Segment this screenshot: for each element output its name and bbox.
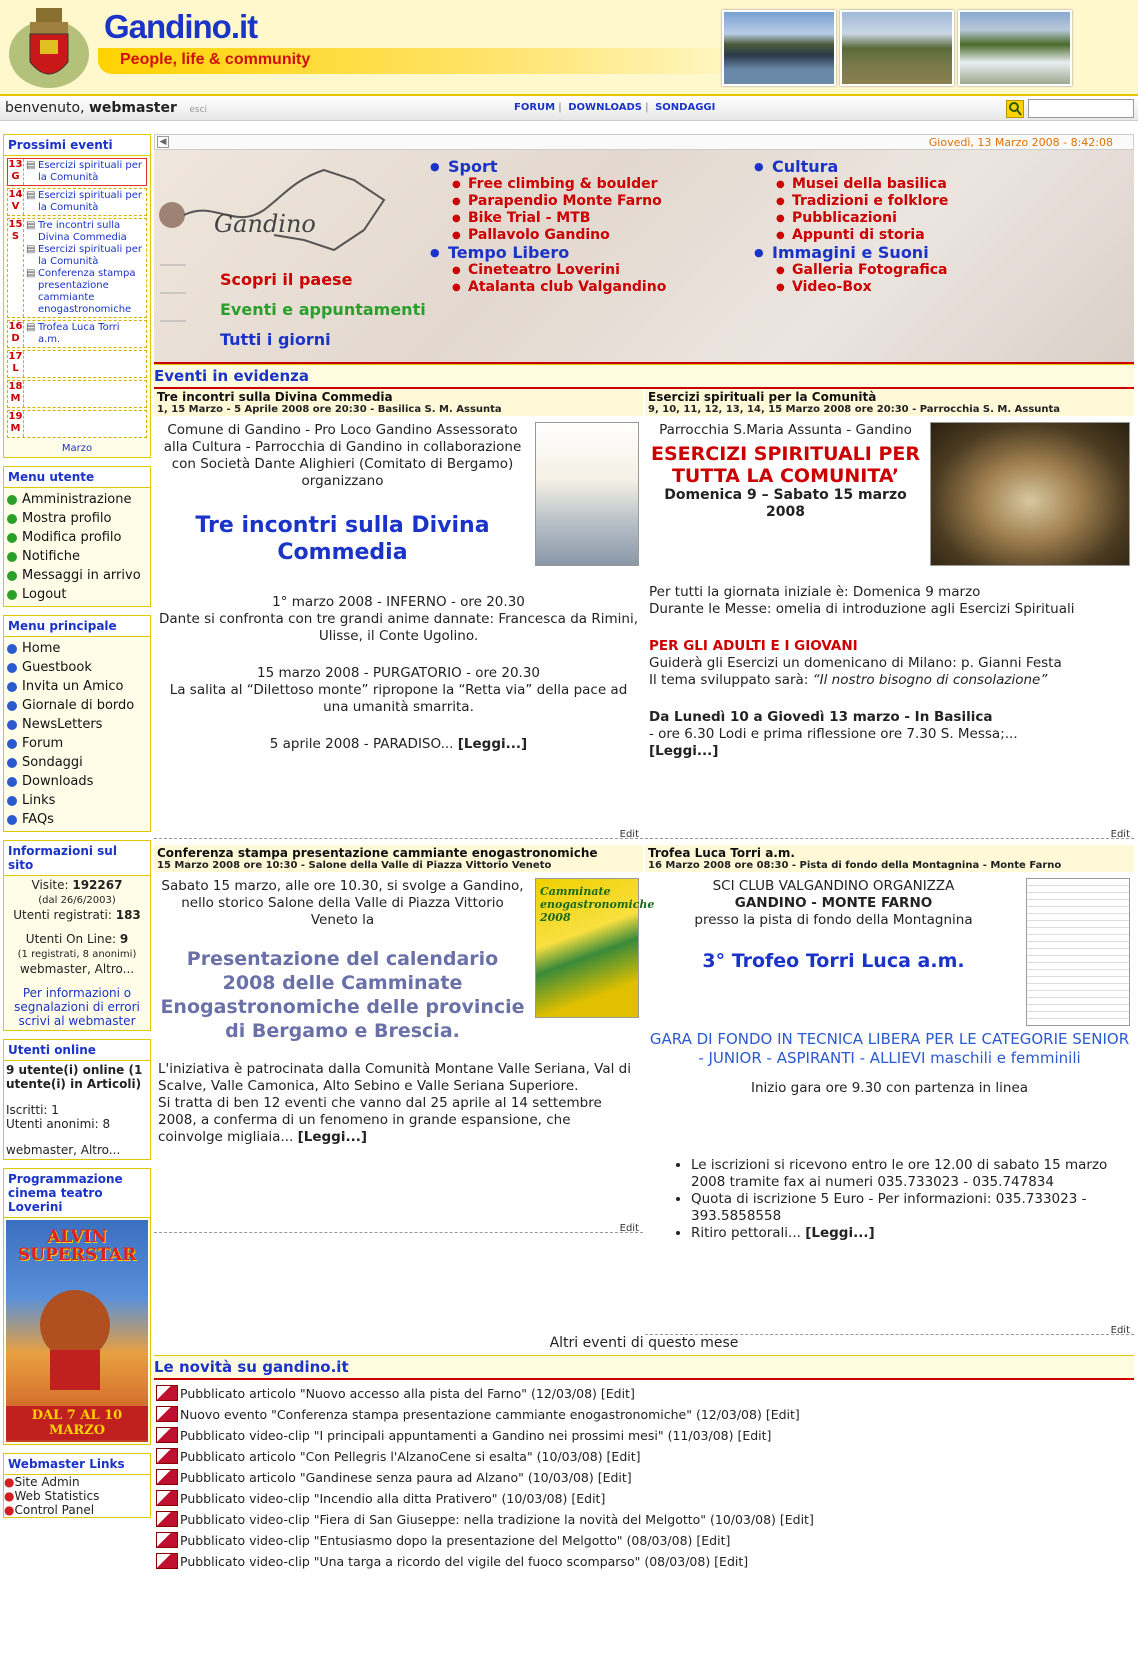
event-headline: 3° Trofeo Torri Luca a.m.: [702, 950, 965, 972]
site-admin-link[interactable]: [4, 1475, 150, 1489]
event-text: - ore 6.30 Lodi e prima riflessione ore 7.30 S. Messa;...: [649, 726, 1018, 742]
control-panel-link[interactable]: [4, 1503, 150, 1517]
event-text: presso la pista di fondo della Montagnina: [694, 912, 973, 928]
eventi-link[interactable]: Eventi e appuntamenti: [220, 300, 426, 319]
event-date: 1, 15 Marzo - 5 Aprile 2008 ore 20:30 - Basilica S. M. Assunta: [157, 404, 502, 415]
event-poster-divina-commedia[interactable]: [535, 422, 639, 566]
menu-item-mostra-profilo[interactable]: Mostra profilo: [4, 509, 150, 528]
events-grid: [154, 389, 1134, 1341]
menu-item-modifica-profilo[interactable]: Modifica profilo: [4, 528, 150, 547]
town-crest-logo[interactable]: [6, 4, 92, 92]
calendar-event[interactable]: ▤ Trofea Luca Torri a.m.: [26, 322, 144, 346]
link-video-box[interactable]: ● Video-Box: [754, 279, 948, 296]
day-label: 17 L: [8, 351, 24, 377]
link-galleria[interactable]: ● Galleria Fotografica: [754, 262, 948, 279]
calendar-day[interactable]: [7, 350, 147, 378]
news-item[interactable]: Nuovo evento "Conferenza stampa presentazione cammiante enogastronomiche" (12/03/08) [Edit]: [154, 1404, 1134, 1425]
link-free-climbing[interactable]: ● Free climbing & boulder: [430, 176, 666, 193]
event-text: Per tutti la giornata iniziale è: Domenica 9 marzo: [649, 584, 981, 600]
hero-col-cultura: [754, 158, 948, 296]
edit-link[interactable]: Edit: [1110, 1325, 1130, 1336]
calendar-day[interactable]: [7, 218, 147, 318]
day-label: 19 M: [8, 411, 24, 437]
welcome-label: benvenuto,: [5, 100, 85, 116]
username: webmaster: [88, 100, 177, 116]
site-info-title: Informazioni sul sito: [4, 841, 150, 876]
news-item[interactable]: Pubblicato video-clip "Entusiasmo dopo la presentazione del Melgotto" (08/03/08) [Edit]: [154, 1530, 1134, 1551]
menu-item-amministrazione[interactable]: Amministrazione: [4, 490, 150, 509]
events-section-title: Eventi in evidenza: [154, 364, 1134, 389]
sondaggi-link[interactable]: SONDAGGI: [655, 102, 716, 113]
hero-decoration: [160, 264, 186, 344]
event-subheading: Da Lunedì 10 a Giovedì 13 marzo - In Basilica: [649, 709, 993, 725]
site-subtitle-bar: [98, 48, 758, 74]
event-bullet: • Quota di iscrizione 5 Euro - Per informazioni: 035.733023 - 393.5858558: [691, 1191, 1130, 1225]
cat-immagini-suoni[interactable]: ● Immagini e Suoni: [754, 244, 948, 262]
calendar-event[interactable]: ▤ Tre incontri sulla Divina Commedia: [26, 220, 144, 244]
left-sidebar: [3, 134, 151, 1526]
news-item[interactable]: Pubblicato articolo "Nuovo accesso alla pista del Farno" (12/03/08) [Edit]: [154, 1383, 1134, 1404]
event-headline: Tre incontri sulla Divina Commedia: [195, 513, 490, 565]
event-header[interactable]: [645, 845, 1134, 872]
day-label: 13 G: [8, 159, 24, 185]
menu-item-notifiche[interactable]: Notifiche: [4, 547, 150, 566]
cinema-box: [3, 1168, 151, 1445]
collapse-left-icon[interactable]: ◀: [157, 136, 169, 148]
day-label: 15 S: [8, 219, 24, 317]
users-anonymous: Utenti anonimi: 8: [6, 1117, 111, 1131]
day-label: 16 D: [8, 321, 24, 347]
event-bullet: Ritiro pettorali...: [691, 1225, 801, 1241]
event-text: “Il nostro bisogno di consolazione”: [812, 672, 1048, 688]
menu-item-messaggi[interactable]: Messaggi in arrivo: [4, 566, 150, 585]
event-text: GANDINO - MONTE FARNO: [734, 895, 933, 911]
edit-link[interactable]: Edit: [619, 829, 639, 840]
date-bar: [154, 134, 1134, 150]
bullet-icon: ●: [4, 1475, 15, 1489]
header-photo-lake: [722, 10, 836, 86]
event-header[interactable]: [154, 389, 643, 416]
event-card: [645, 389, 1134, 839]
calendar-event[interactable]: ▤ Esercizi spirituali per la Comunità: [26, 160, 144, 184]
visits-count: 192267: [72, 878, 123, 892]
menu-item-guestbook[interactable]: Guestbook: [4, 658, 150, 677]
event-poster-trofeo[interactable]: [1026, 878, 1130, 1026]
events-column-right: [645, 389, 1134, 1341]
event-card: [154, 389, 643, 839]
bullet-icon: ●: [4, 1489, 15, 1503]
menu-item-downloads[interactable]: Downloads: [4, 772, 150, 791]
users-online-title: Utenti online: [4, 1040, 150, 1061]
search-input[interactable]: [1028, 99, 1134, 118]
cat-tempo-libero[interactable]: ● Tempo Libero: [430, 244, 666, 262]
calendar-day[interactable]: [7, 380, 147, 408]
event-headline: Presentazione del calendario 2008 delle Camminate Enogastronomiche delle provincie di Bergamo e Brescia.: [160, 948, 525, 1042]
welcome-text: [5, 100, 207, 116]
logout-link[interactable]: esci: [189, 105, 208, 115]
event-poster-camminate[interactable]: [535, 878, 655, 1018]
event-text: SCI CLUB VALGANDINO ORGANIZZA: [712, 878, 955, 894]
menu-item-logout[interactable]: Logout: [4, 585, 150, 604]
event-text: L'iniziativa è patrocinata dalla Comunità Montane Valle Seriana, Val di Scalve, Valle Camonica, Alto Sebino e Valle Seriana Superiore.: [158, 1061, 631, 1094]
event-bullet: • Le iscrizioni si ricevono entro le ore 12.00 di sabato 15 marzo 2008 tramite fax ai numeri 035.733023 - 035.747834: [691, 1157, 1130, 1191]
hero-banner: [154, 150, 1134, 364]
link-parapendio[interactable]: ● Parapendio Monte Farno: [430, 193, 666, 210]
link-pallavolo[interactable]: ● Pallavolo Gandino: [430, 227, 666, 244]
calendar-day[interactable]: [7, 188, 147, 216]
read-more-link[interactable]: [Leggi...]: [649, 743, 719, 759]
link-musei[interactable]: ● Musei della basilica: [754, 176, 948, 193]
day-label: 14 V: [8, 189, 24, 215]
calendar-title: Prossimi eventi: [4, 135, 150, 156]
event-intro: Parrocchia S.Maria Assunta - Gandino: [659, 422, 912, 438]
top-navigation-bar: [0, 97, 1138, 121]
users-registered: Iscritti: 1: [6, 1103, 59, 1117]
header-photo-snow: [958, 10, 1072, 86]
menu-item-sondaggi[interactable]: Sondaggi: [4, 753, 150, 772]
hero-col-sport: [430, 158, 666, 296]
poster-caption: Camminate enogastronomiche 2008: [540, 885, 655, 924]
site-subtitle: People, life & community: [120, 51, 311, 68]
cinema-poster[interactable]: [6, 1220, 148, 1442]
users-online-box: [3, 1039, 151, 1160]
menu-item-newsletters[interactable]: NewsLetters: [4, 715, 150, 734]
event-text: 5 aprile 2008 - PARADISO...: [269, 736, 454, 752]
site-title[interactable]: Gandino.it: [104, 8, 258, 45]
menu-item-links[interactable]: Links: [4, 791, 150, 810]
control-panel-label: Control Panel: [14, 1503, 95, 1517]
scopri-il-paese-link[interactable]: Scopri il paese: [220, 270, 353, 289]
visits-label: Visite:: [31, 878, 69, 892]
registered-label: Utenti registrati:: [13, 908, 112, 922]
news-item[interactable]: Pubblicato video-clip "Fiera di San Giuseppe: nella tradizione la novità del Melgotto" (10/03/08) [Edit]: [154, 1509, 1134, 1530]
edit-link[interactable]: Edit: [1110, 829, 1130, 840]
cat-sport[interactable]: ● Sport: [430, 158, 666, 176]
user-menu: [3, 466, 151, 607]
webmaster-links-title: Webmaster Links: [4, 1454, 150, 1475]
event-date: 16 Marzo 2008 ore 08:30 - Pista di fondo della Montagnina - Monte Farno: [648, 860, 1062, 871]
event-intro: Comune di Gandino - Pro Loco Gandino Assessorato alla Cultura - Parrocchia di Gandino in collaborazione con Società Dante Alighieri (Comitato di Bergamo) organizzano: [163, 422, 522, 489]
event-image-open-book[interactable]: [930, 422, 1130, 566]
calendar-day[interactable]: [7, 158, 147, 186]
event-text: Si tratta di ben 12 eventi che vanno dal 25 aprile al 14 settembre 2008, a conferma di un fenomeno in grande espansione, che coinvolge migliaia...: [158, 1095, 602, 1145]
link-pubblicazioni[interactable]: ● Pubblicazioni: [754, 210, 948, 227]
current-date: Giovedì, 13 Marzo 2008 - 8:42:08: [928, 136, 1113, 149]
forum-link[interactable]: FORUM: [514, 102, 556, 113]
event-intro: Sabato 15 marzo, alle ore 10.30, si svolge a Gandino, nello storico Salone della Valle di Piazza Vittorio Veneto la: [161, 878, 524, 928]
webmaster-links-box: [3, 1453, 151, 1518]
calendar-day[interactable]: [7, 320, 147, 348]
menu-item-invita[interactable]: Invita un Amico: [4, 677, 150, 696]
event-text: Inizio gara ore 9.30 con partenza in linea: [750, 1080, 1029, 1096]
users-online-names: webmaster, Altro...: [6, 1143, 121, 1157]
event-text: La salita al “Dilettoso monte” ripropone la “Retta via” della pace ad una umanità smarrita.: [169, 682, 628, 715]
menu-item-faqs[interactable]: FAQs: [4, 810, 150, 829]
event-text: Il tema sviluppato sarà:: [649, 672, 813, 688]
news-item[interactable]: Pubblicato video-clip "Una targa a ricordo del vigile del fuoco scomparso" (08/03/08) [Edit]: [154, 1551, 1134, 1572]
main-menu-title: Menu principale: [4, 616, 150, 637]
header-photo-valley: [840, 10, 954, 86]
link-appunti-storia[interactable]: ● Appunti di storia: [754, 227, 948, 244]
hero-logo-text: Gandino: [214, 210, 316, 238]
site-header: [0, 0, 1138, 96]
online-label: Utenti On Line:: [25, 932, 117, 946]
news-item[interactable]: Pubblicato articolo "Gandinese senza paura ad Alzano" (10/03/08) [Edit]: [154, 1467, 1134, 1488]
registered-count: 183: [115, 908, 141, 922]
link-atalanta[interactable]: ● Atalanta club Valgandino: [430, 279, 666, 296]
cinema-title: Programmazione cinema teatro Loverini: [4, 1169, 150, 1218]
event-date: 15 Marzo 2008 ore 10:30 - Salone della Valle di Piazza Vittorio Veneto: [157, 860, 552, 871]
read-more-link[interactable]: [Leggi...]: [297, 1129, 368, 1145]
read-more-link[interactable]: [Leggi...]: [457, 736, 528, 752]
link-cineteatro[interactable]: ● Cineteatro Loverini: [430, 262, 666, 279]
news-item[interactable]: Pubblicato video-clip "I principali appuntamenti a Gandino nei prossimi mesi" (11/03/08) [Edit]: [154, 1425, 1134, 1446]
downloads-link[interactable]: DOWNLOADS: [568, 102, 642, 113]
web-statistics-link[interactable]: [4, 1489, 150, 1503]
contact-webmaster-link[interactable]: Per informazioni o segnalazioni di errori scrivi al webmaster: [14, 986, 140, 1028]
main-content: [154, 134, 1134, 1572]
calendar-event[interactable]: ▤ Conferenza stampa presentazione cammiante enogastronomiche: [26, 268, 144, 316]
online-count: 9: [119, 932, 129, 946]
site-admin-label: Site Admin: [14, 1475, 80, 1489]
day-label: 18 M: [8, 381, 24, 407]
news-section: [154, 1355, 1134, 1572]
event-title[interactable]: Trofea Luca Torri a.m.: [648, 846, 795, 860]
calendar-month-link[interactable]: Marzo: [61, 443, 93, 454]
event-when: Domenica 9 – Sabato 15 marzo 2008: [664, 487, 907, 520]
main-menu: [3, 615, 151, 832]
event-header[interactable]: [154, 845, 643, 872]
edit-link[interactable]: Edit: [619, 1223, 639, 1234]
poster-dates: DAL 7 AL 10 MARZO: [6, 1406, 148, 1440]
calendar-box: [3, 134, 151, 458]
event-headline: ESERCIZI SPIRITUALI PER TUTTA LA COMUNITA’: [651, 443, 920, 487]
event-card: [645, 845, 1134, 1335]
menu-item-giornale[interactable]: Giornale di bordo: [4, 696, 150, 715]
event-subheading: PER GLI ADULTI E I GIOVANI: [649, 638, 858, 654]
users-online-summary: 9 utente(i) online (1 utente(i) in Articoli): [6, 1063, 143, 1091]
read-more-link[interactable]: [Leggi...]: [805, 1225, 875, 1241]
event-text: 1° marzo 2008 - INFERNO - ore 20.30: [272, 594, 525, 610]
poster-title: ALVIN SUPERSTAR: [17, 1227, 137, 1265]
event-text: 15 marzo 2008 - PURGATORIO - ore 20.30: [256, 665, 540, 681]
search-icon[interactable]: [1006, 100, 1024, 118]
visits-since: (dal 26/6/2003): [38, 895, 116, 906]
calendar-event[interactable]: ▤ Esercizi spirituali per la Comunità: [26, 244, 144, 268]
online-detail: (1 registrati, 8 anonimi): [17, 949, 137, 960]
event-title[interactable]: Esercizi spirituali per la Comunità: [648, 390, 877, 404]
more-events-link[interactable]: Altri eventi di questo mese: [549, 1335, 739, 1351]
bullet-icon: ●: [4, 1503, 15, 1517]
news-item[interactable]: Pubblicato video-clip "Incendio alla ditta Prativero" (10/03/08) [Edit]: [154, 1488, 1134, 1509]
event-card: [154, 845, 655, 1234]
event-date: 9, 10, 11, 12, 13, 14, 15 Marzo 2008 ore 20:30 - Parrocchia S. M. Assunta: [648, 404, 1061, 415]
events-column-left: [154, 389, 655, 1341]
online-names: webmaster, Altro...: [19, 962, 135, 976]
site-info-box: [3, 840, 151, 1031]
menu-item-forum[interactable]: Forum: [4, 734, 150, 753]
link-tradizioni[interactable]: ● Tradizioni e folklore: [754, 193, 948, 210]
event-header[interactable]: [645, 389, 1134, 416]
event-title[interactable]: Tre incontri sulla Divina Commedia: [157, 390, 393, 404]
event-text: Durante le Messe: omelia di introduzione agli Esercizi Spirituali: [649, 601, 1075, 617]
user-menu-title: Menu utente: [4, 467, 150, 488]
event-text: Dante si confronta con tre grandi anime dannate: Francesca da Rimini, Ulisse, il Conte Ugolino.: [158, 611, 638, 644]
cat-cultura[interactable]: ● Cultura: [754, 158, 948, 176]
calendar-event[interactable]: ▤ Esercizi spirituali per la Comunità: [26, 190, 144, 214]
calendar-day[interactable]: [7, 410, 147, 438]
web-statistics-label: Web Statistics: [14, 1489, 100, 1503]
link-bike-trial[interactable]: ● Bike Trial - MTB: [430, 210, 666, 227]
top-links: FORUM | DOWNLOADS | SONDAGGI: [514, 102, 716, 113]
event-text: GARA DI FONDO IN TECNICA LIBERA PER LE CATEGORIE SENIOR - JUNIOR - ASPIRANTI - ALLIEVI maschili e femminili: [649, 1030, 1130, 1067]
event-title[interactable]: Conferenza stampa presentazione cammiante enogastronomiche: [157, 846, 598, 860]
tutti-i-giorni-link[interactable]: Tutti i giorni: [220, 330, 331, 349]
news-item[interactable]: Pubblicato articolo "Con Pellegris l'AlzanoCene si esalta" (10/03/08) [Edit]: [154, 1446, 1134, 1467]
menu-item-home[interactable]: Home: [4, 639, 150, 658]
event-text: Guiderà gli Esercizi un domenicano di Milano: p. Gianni Festa: [649, 655, 1062, 671]
news-section-title: Le novità su gandino.it: [154, 1355, 1134, 1380]
gandino-map-logo[interactable]: [154, 160, 394, 270]
